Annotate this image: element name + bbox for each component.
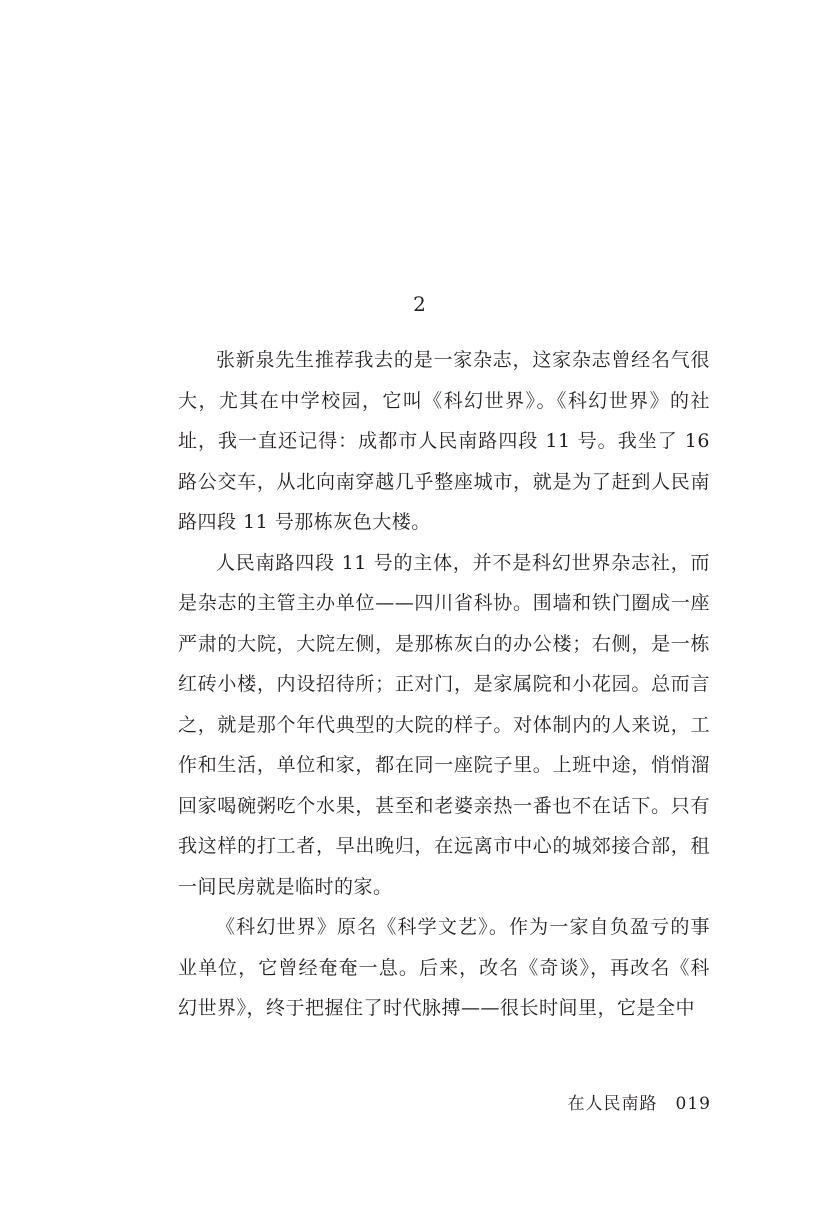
paragraph-1: 张新泉先生推荐我去的是一家杂志，这家杂志曾经名气很大，尤其在中学校园，它叫《科幻世界》。《科幻世界》的社址，我一直还记得：成都市人民南路四段 11 号。我坐了 16 路公交车，从北向南穿越几乎整座城市，就是为了赶到人民南路四段 11 号那栋灰色大楼。 [178, 349, 710, 533]
section-number: 2 [413, 292, 426, 316]
page-number: 019 [675, 1094, 711, 1114]
paragraph-2: 人民南路四段 11 号的主体，并不是科幻世界杂志社，而是杂志的主管主办单位——四川省科协。围墙和铁门圈成一座严肃的大院，大院左侧，是那栋灰白的办公楼；右侧，是一栋红砖小楼，内设招待所；正对门，是家属院和小花园。总而言之，就是那个年代典型的大院的样子。对体制内的人来说，工作和生活，单位和家，都在同一座院子里。上班中途，悄悄溜回家喝碗粥吃个水果，甚至和老婆亲热一番也不在话下。只有我这样的打工者，早出晚归，在远离市中心的城郊接合部，租一间民房就是临时的家。 [178, 551, 710, 898]
body-text [178, 340, 710, 1029]
running-title: 在人民南路 [567, 1094, 658, 1114]
page-footer [568, 1092, 711, 1116]
paragraph-3: 《科幻世界》原名《科学文艺》。作为一家自负盈亏的事业单位，它曾经奄奄一息。后来，改名《奇谈》，再改名《科幻世界》，终于把握住了时代脉搏——很长时间里，它是全中 [178, 916, 710, 1019]
